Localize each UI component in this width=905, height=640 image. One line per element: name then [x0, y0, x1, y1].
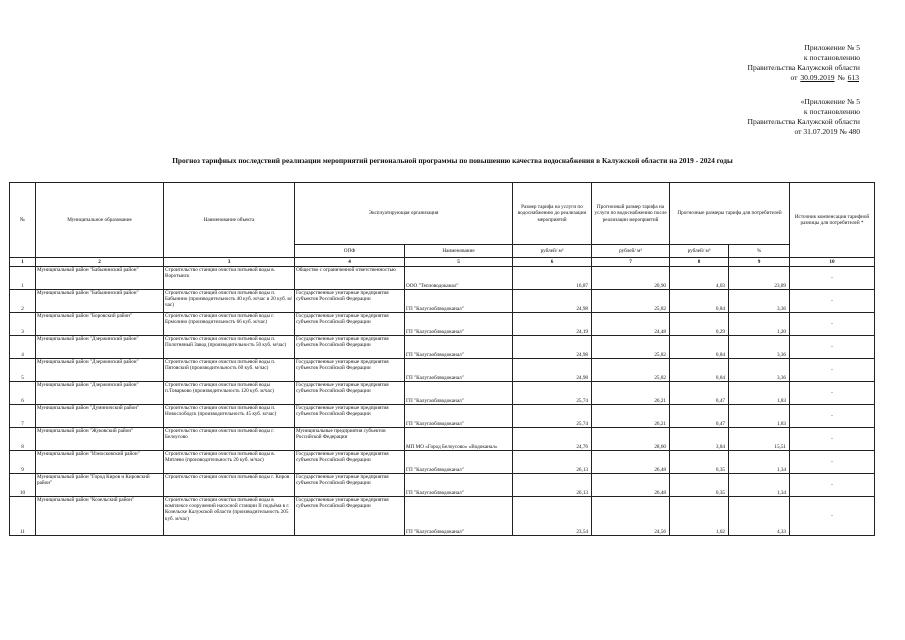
row-tariff-before: 26,13: [513, 474, 592, 497]
column-number: 10: [790, 258, 875, 267]
row-municipality: Муниципальный район "Дзержинский район": [36, 336, 164, 359]
row-municipality: Муниципальный район "Боровский район": [36, 313, 164, 336]
header-forecast-growth: Прогнозные размеры тарифа для потребителей: [670, 183, 790, 245]
row-object: Строительство станции очистки питьевой воды г. Киров: [164, 474, 295, 497]
row-diff-rub: 0,84: [670, 336, 729, 359]
document-title: Прогноз тарифных последствий реализации мероприятий региональной программы по повышению качества водоснабжения в Калужской области на 2019 - 2024 годы: [172, 156, 733, 165]
header-source: Источник компенсации тарифной разницы для потребителей *: [790, 183, 875, 258]
header-unit-after: рублей/ м³: [592, 245, 670, 258]
row-operator-name: ООО "Тепловодоканал": [405, 267, 513, 290]
header-no: №: [10, 183, 36, 258]
header-tariff-size: Размер тарифа на услуги по водоснабжению до реализации мероприятий: [513, 183, 592, 245]
row-object: Строительство станции очистки питьевой воды п. Полотняный Завод (производительность 50 куб. м/час): [164, 336, 295, 359]
column-number: 5: [405, 258, 513, 267]
header-unit-before: рублей/ м³: [513, 245, 592, 258]
row-tariff-before: 24,98: [513, 290, 592, 313]
row-diff-pct: 15,51: [729, 428, 790, 451]
row-diff-rub: 0,47: [670, 382, 729, 405]
table-row: [10, 451, 875, 474]
annex-date: 30.09.2019: [800, 73, 835, 82]
row-source: -: [790, 267, 875, 290]
row-source: -: [790, 428, 875, 451]
column-number: 2: [36, 258, 164, 267]
annex-previous-line1: «Приложение № 5: [800, 97, 860, 106]
row-tariff-before: 25,74: [513, 382, 592, 405]
row-opf: Государственные унитарные предприятия субъектов Российской Федерации: [295, 336, 405, 359]
row-municipality: Муниципальный район "Бабынинский район": [36, 267, 164, 290]
row-tariff-before: 24,98: [513, 336, 592, 359]
row-diff-rub: 0,29: [670, 313, 729, 336]
row-diff-rub: 1,02: [670, 497, 729, 536]
row-operator-name: МП МО «Город Белоусово» «Водоканал»: [405, 428, 513, 451]
row-tariff-after: 20,90: [592, 267, 670, 290]
row-number: 4: [10, 336, 36, 359]
row-diff-pct: 1,83: [729, 382, 790, 405]
row-number: 10: [10, 474, 36, 497]
row-object: Строительство станции очистки питьевой воды г. Ермолино (производительность 66 куб. м/час): [164, 313, 295, 336]
row-number: 2: [10, 290, 36, 313]
row-opf: Государственные унитарные предприятия субъектов Российской Федерации: [295, 382, 405, 405]
row-diff-pct: 3,36: [729, 359, 790, 382]
column-number: 8: [670, 258, 729, 267]
row-diff-rub: 0,84: [670, 359, 729, 382]
table-row: [10, 382, 875, 405]
table-row: [10, 336, 875, 359]
row-diff-rub: 0,35: [670, 451, 729, 474]
table-row: [10, 428, 875, 451]
row-diff-pct: 1,34: [729, 474, 790, 497]
row-tariff-after: 26,48: [592, 451, 670, 474]
table-row: [10, 313, 875, 336]
table-row: [10, 474, 875, 497]
row-municipality: Муниципальный район "Бабынинский район": [36, 290, 164, 313]
row-number: 5: [10, 359, 36, 382]
column-number: 3: [164, 258, 295, 267]
annex-current: [747, 43, 860, 83]
header-name: Наименование: [405, 245, 513, 258]
row-number: 8: [10, 428, 36, 451]
row-tariff-after: 25,82: [592, 336, 670, 359]
row-object: Строительство станции очистки питьевой воды в. Мятлево (производительность 20 куб. м/час): [164, 451, 295, 474]
row-opf: Государственные унитарные предприятия субъектов Российской Федерации: [295, 405, 405, 428]
row-municipality: Муниципальный район "Износковский район": [36, 451, 164, 474]
annex-current-line2: к постановлению: [803, 53, 860, 62]
tariff-table: [9, 182, 875, 536]
annex-previous-line2: к постановлению: [803, 107, 860, 116]
column-number: 6: [513, 258, 592, 267]
row-number: 1: [10, 267, 36, 290]
row-municipality: Муниципальный район "Козельский район": [36, 497, 164, 536]
column-number: 1: [10, 258, 36, 267]
row-opf: Государственные унитарные предприятия субъектов Российской Федерации: [295, 359, 405, 382]
row-tariff-before: 23,54: [513, 497, 592, 536]
table-row: [10, 497, 875, 536]
table-row: [10, 290, 875, 313]
column-number: 9: [729, 258, 790, 267]
row-source: -: [790, 290, 875, 313]
header-unit-pct: %: [729, 245, 790, 258]
row-opf: Государственные унитарные предприятия субъектов Российской Федерации: [295, 313, 405, 336]
annex-previous-line3: Правительства Калужской области: [747, 117, 860, 126]
from-label: от: [790, 73, 798, 82]
row-object: Строительство станции очистки питьевой воды п. Новослободск (производительность 45 куб. м/час): [164, 405, 295, 428]
row-operator-name: ГП "Калугаоблводоканал": [405, 336, 513, 359]
row-number: 6: [10, 382, 36, 405]
row-diff-pct: 1,34: [729, 451, 790, 474]
annex-current-line3: Правительства Калужской области: [747, 63, 860, 72]
row-tariff-before: 26,13: [513, 451, 592, 474]
row-diff-rub: 0,35: [670, 474, 729, 497]
row-tariff-before: 24,19: [513, 313, 592, 336]
row-operator-name: ГП "Калугаоблводоканал": [405, 474, 513, 497]
row-tariff-after: 25,82: [592, 359, 670, 382]
annex-current-line1: Приложение № 5: [804, 43, 860, 52]
row-source: -: [790, 497, 875, 536]
header-municipality: Муниципальное образование: [36, 183, 164, 258]
number-label: №: [837, 73, 845, 82]
row-operator-name: ГП "Калугаоблводоканал": [405, 359, 513, 382]
row-municipality: Муниципальный район "Город Киров и Кировский район": [36, 474, 164, 497]
row-object: Строительство станции очистки питьевой воды п.Товарково (производительность 120 куб. м/час): [164, 382, 295, 405]
row-source: -: [790, 474, 875, 497]
row-tariff-after: 26,48: [592, 474, 670, 497]
row-object: Строительство станции очистки питьевой воды г. Белоусово: [164, 428, 295, 451]
column-number: 4: [295, 258, 405, 267]
row-operator-name: ГП "Калугаоблводоканал": [405, 290, 513, 313]
row-opf: Государственные унитарные предприятия субъектов Российской Федерации: [295, 497, 405, 536]
row-object: Строительство станции очистки питьевой воды п. Пятовский (производительность 60 куб. м/час): [164, 359, 295, 382]
table-row: [10, 267, 875, 290]
row-opf: Государственные унитарные предприятия субъектов Российской Федерации: [295, 290, 405, 313]
row-number: 11: [10, 497, 36, 536]
row-tariff-after: 25,82: [592, 290, 670, 313]
row-diff-pct: 1,20: [729, 313, 790, 336]
header-forecast-tariff: Прогнозный размер тарифа на услуги по водоснабжению после реализации мероприятий: [592, 183, 670, 245]
row-tariff-after: 26,21: [592, 382, 670, 405]
row-number: 7: [10, 405, 36, 428]
row-municipality: Муниципальный район "Дзержинский район": [36, 359, 164, 382]
row-operator-name: ГП "Калугаоблводоканал": [405, 382, 513, 405]
column-numbers-row: [10, 258, 875, 267]
row-source: -: [790, 382, 875, 405]
row-number: 9: [10, 451, 36, 474]
header-unit-diff: рублей/ м³: [670, 245, 729, 258]
row-tariff-before: 24,98: [513, 359, 592, 382]
header-operator: Эксплуатирующая организация: [295, 183, 513, 245]
row-diff-pct: 3,36: [729, 290, 790, 313]
row-municipality: Муниципальный район "Жуковский район": [36, 428, 164, 451]
row-source: -: [790, 336, 875, 359]
annex-previous: [747, 97, 860, 137]
row-tariff-after: 24,56: [592, 497, 670, 536]
row-operator-name: ГП "Калугаоблводоканал": [405, 313, 513, 336]
row-diff-rub: 0,47: [670, 405, 729, 428]
row-tariff-before: 25,74: [513, 405, 592, 428]
row-operator-name: ГП "Калугаоблводоканал": [405, 451, 513, 474]
table-row: [10, 405, 875, 428]
row-operator-name: ГП "Калугаоблводоканал": [405, 497, 513, 536]
row-municipality: Муниципальный район "Думиничский район": [36, 405, 164, 428]
row-diff-pct: 3,36: [729, 336, 790, 359]
header-object: Наименование объекта: [164, 183, 295, 258]
row-municipality: Муниципальный район "Дзержинский район": [36, 382, 164, 405]
row-diff-rub: 4,03: [670, 267, 729, 290]
row-tariff-after: 28,60: [592, 428, 670, 451]
row-opf: Общество с ограниченной ответственностью: [295, 267, 405, 290]
row-opf: Государственные унитарные предприятия субъектов Российской Федерации: [295, 474, 405, 497]
row-tariff-before: 24,76: [513, 428, 592, 451]
row-number: 3: [10, 313, 36, 336]
row-opf: Муниципальные предприятия субъектов Российской Федерации: [295, 428, 405, 451]
row-tariff-before: 16,87: [513, 267, 592, 290]
row-tariff-after: 24,48: [592, 313, 670, 336]
row-tariff-after: 26,21: [592, 405, 670, 428]
row-object: Строительство станций очистки питьевой воды п. Бабынино (производительность 40 куб. м/час и 20 куб. м/час): [164, 290, 295, 313]
row-opf: Государственные унитарные предприятия субъектов Российской Федерации: [295, 451, 405, 474]
row-operator-name: ГП "Калугаоблводоканал": [405, 405, 513, 428]
row-object: Строительство станции очистки питьевой воды в. Воротынск: [164, 267, 295, 290]
row-diff-rub: 3,84: [670, 428, 729, 451]
row-source: -: [790, 405, 875, 428]
row-diff-rub: 0,84: [670, 290, 729, 313]
table-row: [10, 359, 875, 382]
row-diff-pct: 23,89: [729, 267, 790, 290]
annex-previous-line4: от 31.07.2019 № 480: [794, 127, 860, 136]
row-source: -: [790, 313, 875, 336]
header-opf: ОПФ: [295, 245, 405, 258]
row-diff-pct: 1,83: [729, 405, 790, 428]
row-source: -: [790, 451, 875, 474]
row-source: -: [790, 359, 875, 382]
annex-number: 613: [847, 73, 859, 82]
annex-current-date-line: [747, 73, 860, 83]
row-object: Строительство станции очистки питьевой воды в комплексе сооружений насосной станции II подъёма в г. Козельске Калужской области (производительность 205 куб. м/час): [164, 497, 295, 536]
column-number: 7: [592, 258, 670, 267]
row-diff-pct: 4,33: [729, 497, 790, 536]
